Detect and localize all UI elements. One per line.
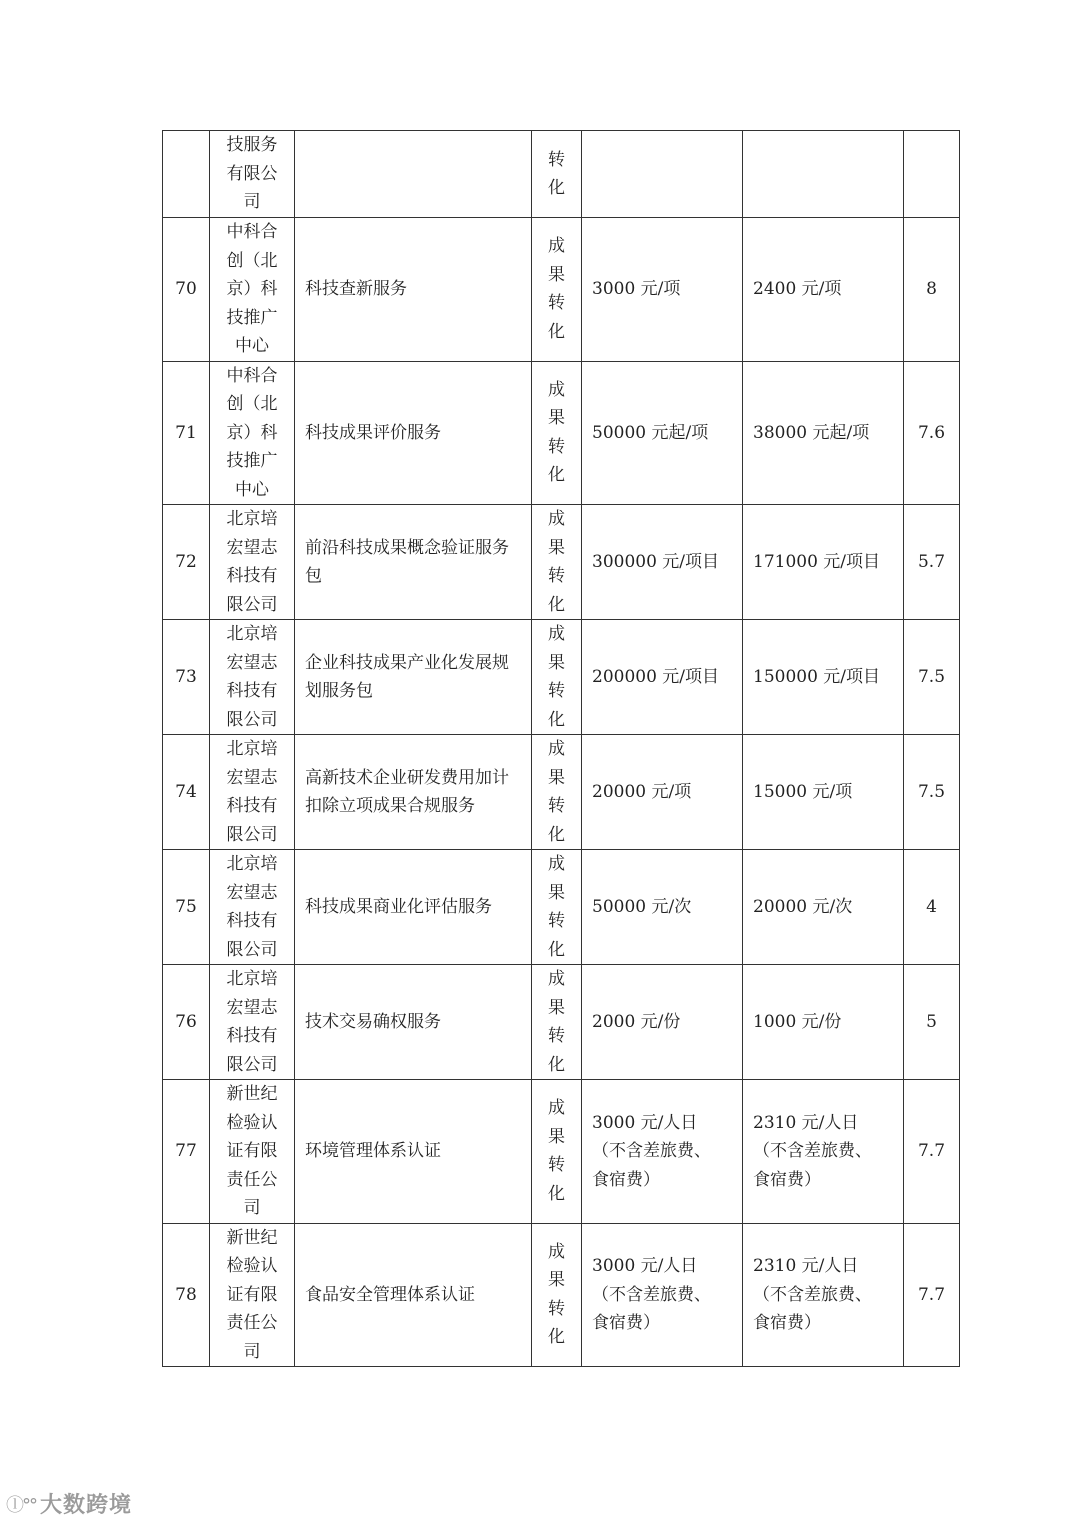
row-number: 72	[163, 505, 210, 620]
discount-price-cell-text: 171000 元/项目	[753, 551, 881, 572]
price-cell-text: 3000 元/人日 （不含差旅费、 食宿费）	[592, 1112, 711, 1190]
organization-cell-text: 北京培宏望志科技有限公司	[226, 969, 278, 1075]
service-cell-text: 食品安全管理体系认证	[305, 1284, 475, 1305]
organization-cell	[210, 1223, 295, 1367]
price-cell	[582, 361, 743, 505]
discount-price-cell	[743, 1080, 904, 1224]
price-table	[162, 130, 960, 1367]
table-row	[163, 361, 960, 505]
service-cell	[295, 361, 532, 505]
price-cell-text: 3000 元/人日 （不含差旅费、 食宿费）	[592, 1256, 711, 1333]
service-cell	[295, 131, 532, 218]
watermark	[6, 1488, 132, 1519]
category-cell-text: 成果转化	[548, 236, 565, 342]
discount-cell: 7.5	[904, 620, 960, 735]
price-cell	[582, 735, 743, 850]
discount-price-cell-text: 1000 元/份	[753, 1011, 842, 1032]
price-cell-text: 300000 元/项目	[592, 551, 720, 572]
discount-price-cell	[743, 850, 904, 965]
row-number: 71	[163, 361, 210, 505]
watermark-logo-icon: ⓛ°°	[6, 1494, 36, 1516]
category-cell	[532, 361, 582, 505]
organization-cell-text: 中科合创（北京）科技推广中心	[226, 222, 278, 356]
category-cell	[532, 735, 582, 850]
discount-cell	[904, 131, 960, 218]
service-cell-text: 技术交易确权服务	[305, 1011, 441, 1032]
organization-cell-text: 新世纪检验认证有限责任公司	[226, 1084, 278, 1218]
discount-price-cell	[743, 965, 904, 1080]
table-row	[163, 620, 960, 735]
organization-cell	[210, 1080, 295, 1224]
category-cell-text: 成果转化	[548, 969, 565, 1075]
category-cell	[532, 850, 582, 965]
table-row	[163, 850, 960, 965]
discount-price-cell	[743, 218, 904, 362]
service-cell-text: 科技成果商业化评估服务	[305, 896, 492, 917]
price-cell-text: 200000 元/项目	[592, 666, 720, 687]
discount-price-cell	[743, 620, 904, 735]
price-cell	[582, 850, 743, 965]
category-cell	[532, 1080, 582, 1224]
service-cell	[295, 1080, 532, 1224]
discount-price-cell-text: 2310 元/人日 （不含差旅费、 食宿费）	[753, 1112, 872, 1190]
organization-cell	[210, 218, 295, 362]
price-cell	[582, 1223, 743, 1367]
category-cell	[532, 1223, 582, 1367]
category-cell-text: 成果转化	[548, 379, 565, 486]
discount-cell: 8	[904, 218, 960, 362]
discount-price-cell-text: 38000 元起/项	[753, 422, 870, 443]
discount-cell: 5.7	[904, 505, 960, 620]
category-cell	[532, 965, 582, 1080]
category-cell	[532, 620, 582, 735]
discount-price-cell-text: 2310 元/人日 （不含差旅费、 食宿费）	[753, 1256, 872, 1333]
category-cell	[532, 505, 582, 620]
service-cell-text: 科技成果评价服务	[305, 422, 441, 443]
organization-cell-text: 新世纪检验认证有限责任公司	[226, 1227, 278, 1362]
organization-cell	[210, 620, 295, 735]
price-cell	[582, 1080, 743, 1224]
discount-price-cell	[743, 1223, 904, 1367]
organization-cell	[210, 131, 295, 218]
row-number: 75	[163, 850, 210, 965]
category-cell	[532, 218, 582, 362]
organization-cell-text: 中科合创（北京）科技推广中心	[226, 365, 278, 500]
price-cell	[582, 965, 743, 1080]
table-row	[163, 131, 960, 218]
service-cell	[295, 850, 532, 965]
service-cell-text: 企业科技成果产业化发展规划服务包	[305, 652, 509, 701]
discount-price-cell-text: 150000 元/项目	[753, 666, 881, 687]
price-cell	[582, 218, 743, 362]
watermark-text: 大数跨境	[40, 1493, 133, 1518]
table-row	[163, 735, 960, 850]
row-number: 78	[163, 1223, 210, 1367]
organization-cell-text: 北京培宏望志科技有限公司	[226, 509, 278, 615]
discount-price-cell-text: 2400 元/项	[753, 279, 842, 299]
organization-cell	[210, 735, 295, 850]
row-number: 73	[163, 620, 210, 735]
service-cell	[295, 620, 532, 735]
organization-cell-text: 北京培宏望志科技有限公司	[226, 854, 278, 960]
service-cell-text: 环境管理体系认证	[305, 1141, 441, 1161]
price-cell-text: 50000 元起/项	[592, 422, 709, 443]
service-cell	[295, 965, 532, 1080]
discount-cell: 7.5	[904, 735, 960, 850]
category-cell	[532, 131, 582, 218]
table-row	[163, 1223, 960, 1367]
service-cell	[295, 735, 532, 850]
price-cell-text: 50000 元/次	[592, 896, 692, 917]
discount-price-cell-text: 20000 元/次	[753, 896, 853, 917]
service-cell-text: 科技查新服务	[305, 279, 407, 299]
category-cell-text: 成果转化	[548, 1098, 565, 1204]
organization-cell	[210, 965, 295, 1080]
category-cell-text: 成果转化	[548, 509, 565, 615]
service-cell	[295, 1223, 532, 1367]
discount-cell: 7.7	[904, 1223, 960, 1367]
organization-cell-text: 北京培宏望志科技有限公司	[226, 624, 278, 730]
price-cell	[582, 505, 743, 620]
discount-cell: 5	[904, 965, 960, 1080]
row-number: 70	[163, 218, 210, 362]
price-cell-text: 2000 元/份	[592, 1011, 681, 1032]
discount-cell: 4	[904, 850, 960, 965]
row-number: 74	[163, 735, 210, 850]
organization-cell-text: 北京培宏望志科技有限公司	[226, 739, 278, 845]
service-cell-text: 前沿科技成果概念验证服务包	[305, 537, 509, 586]
table-row	[163, 965, 960, 1080]
price-cell	[582, 620, 743, 735]
service-cell	[295, 505, 532, 620]
discount-cell: 7.6	[904, 361, 960, 505]
category-cell-text: 成果转化	[548, 1241, 565, 1348]
price-cell-text: 3000 元/项	[592, 279, 681, 299]
row-number: 76	[163, 965, 210, 1080]
category-cell-text: 成果转化	[548, 739, 565, 845]
service-cell-text: 高新技术企业研发费用加计扣除立项成果合规服务	[305, 767, 509, 816]
category-cell-text: 成果转化	[548, 624, 565, 730]
table-row	[163, 218, 960, 362]
discount-price-cell-text: 15000 元/项	[753, 781, 853, 802]
discount-price-cell	[743, 131, 904, 218]
table-row	[163, 505, 960, 620]
organization-cell	[210, 361, 295, 505]
price-table-body	[163, 131, 960, 1367]
service-cell	[295, 218, 532, 362]
discount-price-cell	[743, 735, 904, 850]
organization-cell	[210, 505, 295, 620]
row-number: 77	[163, 1080, 210, 1224]
table-row	[163, 1080, 960, 1224]
category-cell-text: 转化	[548, 149, 565, 198]
price-cell-text: 20000 元/项	[592, 781, 692, 802]
organization-cell-text: 技服务有限公司	[226, 135, 278, 213]
row-number	[163, 131, 210, 218]
discount-cell: 7.7	[904, 1080, 960, 1224]
category-cell-text: 成果转化	[548, 854, 565, 960]
price-cell	[582, 131, 743, 218]
discount-price-cell	[743, 505, 904, 620]
organization-cell	[210, 850, 295, 965]
discount-price-cell	[743, 361, 904, 505]
